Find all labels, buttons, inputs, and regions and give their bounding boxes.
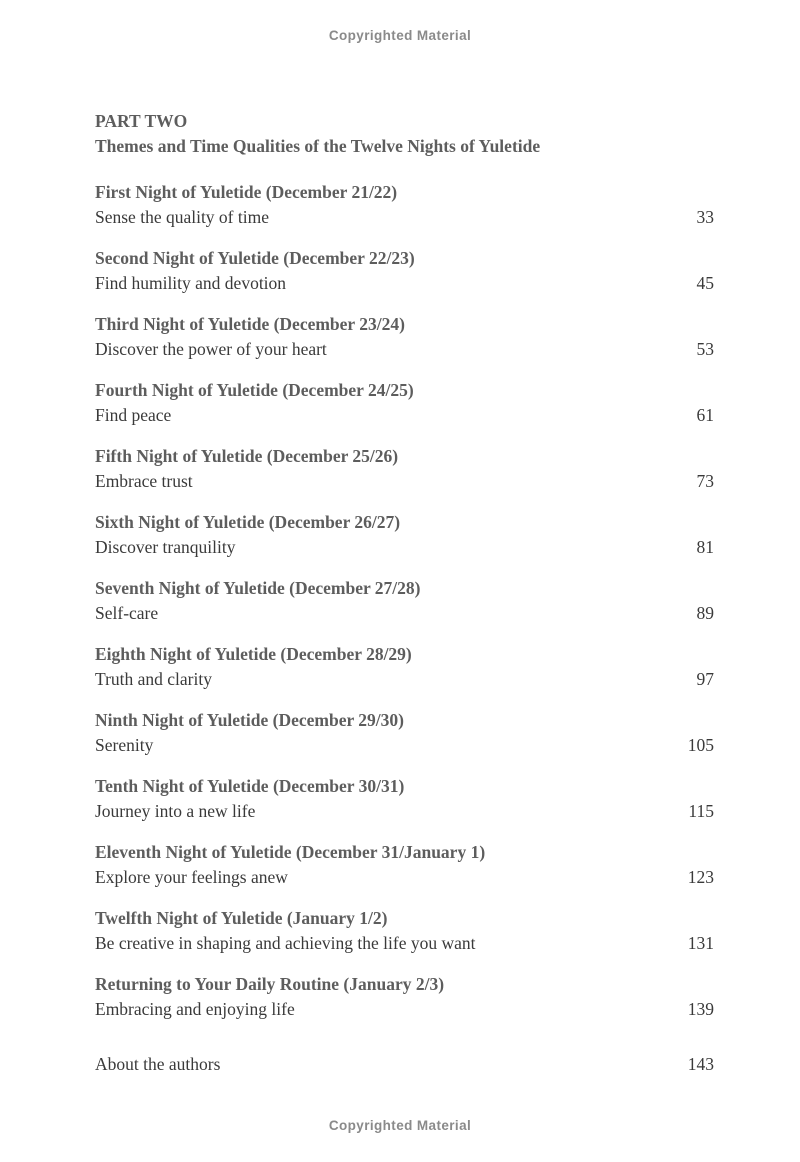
toc-entry-subtitle: Truth and clarity: [95, 669, 212, 689]
copyright-notice-bottom: Copyrighted Material: [328, 1118, 472, 1133]
toc-entry-page-number: 97: [696, 669, 714, 689]
toc-entry-heading: Seventh Night of Yuletide (December 27/28): [95, 578, 421, 598]
toc-entry-heading: Ninth Night of Yuletide (December 29/30): [95, 710, 404, 730]
toc-entry-subtitle: Sense the quality of time: [95, 207, 269, 227]
toc-entry-heading: Third Night of Yuletide (December 23/24): [95, 314, 405, 334]
toc-entry: [95, 312, 714, 362]
part-header: [95, 109, 714, 159]
part-kicker: PART TWO: [95, 111, 188, 131]
toc-entry-subtitle: Serenity: [95, 735, 154, 755]
toc-entry-page-number: 139: [687, 999, 714, 1019]
toc-entry-subtitle: Embrace trust: [95, 471, 193, 491]
toc-entry-subtitle: Discover the power of your heart: [95, 339, 327, 359]
toc-entry-subtitle: Embracing and enjoying life: [95, 999, 295, 1019]
toc-entry-page-number: 81: [696, 537, 714, 557]
toc-entry-heading: Eighth Night of Yuletide (December 28/29): [95, 644, 412, 664]
toc-entry-subtitle: Journey into a new life: [95, 801, 256, 821]
toc-entry-subtitle: Find humility and devotion: [95, 273, 287, 293]
toc-entry: [95, 378, 714, 428]
toc-entry-subtitle: Find peace: [95, 405, 172, 425]
toc-entry: [95, 906, 714, 956]
toc-entry: [95, 444, 714, 494]
toc-entry-heading: Eleventh Night of Yuletide (December 31/January 1): [95, 842, 486, 862]
toc-entry: [95, 180, 714, 230]
toc-about-row: [95, 1052, 714, 1077]
toc-entry-heading: Fourth Night of Yuletide (December 24/25): [95, 380, 414, 400]
toc-entry-heading: Returning to Your Daily Routine (January 2/3): [95, 974, 445, 994]
copyright-notice-top: Copyrighted Material: [328, 28, 472, 43]
toc-entry-page-number: 115: [688, 801, 714, 821]
toc-entry-subtitle: Self-care: [95, 603, 159, 623]
toc-entry-heading: Sixth Night of Yuletide (December 26/27): [95, 512, 401, 532]
toc-entry-page-number: 33: [696, 207, 714, 227]
toc-entry-page-number: 131: [687, 933, 714, 953]
toc-entry: [95, 246, 714, 296]
about-authors-label: About the authors: [95, 1054, 221, 1074]
toc-entry-page-number: 73: [696, 471, 714, 491]
toc-entry-page-number: 105: [687, 735, 714, 755]
toc-entry: [95, 840, 714, 890]
toc-entry-page-number: 45: [696, 273, 714, 293]
toc-entry-heading: First Night of Yuletide (December 21/22): [95, 182, 398, 202]
toc-entry-subtitle: Explore your feelings anew: [95, 867, 288, 887]
toc-entry-page-number: 53: [696, 339, 714, 359]
toc-entry-heading: Twelfth Night of Yuletide (January 1/2): [95, 908, 388, 928]
toc-entry: [95, 642, 714, 692]
table-of-contents: [95, 180, 714, 1077]
part-title: Themes and Time Qualities of the Twelve Nights of Yuletide: [95, 136, 541, 156]
toc-entry-page-number: 61: [696, 405, 714, 425]
toc-entry-page-number: 89: [696, 603, 714, 623]
toc-entry-subtitle: Be creative in shaping and achieving the life you want: [95, 933, 476, 953]
toc-entry: [95, 972, 714, 1022]
toc-entry: [95, 708, 714, 758]
toc-entry: [95, 576, 714, 626]
toc-entry: [95, 510, 714, 560]
toc-entry-heading: Fifth Night of Yuletide (December 25/26): [95, 446, 399, 466]
toc-entry: [95, 774, 714, 824]
toc-entry-heading: Second Night of Yuletide (December 22/23): [95, 248, 415, 268]
toc-page: [0, 109, 800, 1077]
toc-entry-page-number: 123: [687, 867, 714, 887]
about-authors-page-number: 143: [687, 1054, 714, 1074]
toc-entry-subtitle: Discover tranquility: [95, 537, 236, 557]
toc-entry-heading: Tenth Night of Yuletide (December 30/31): [95, 776, 405, 796]
